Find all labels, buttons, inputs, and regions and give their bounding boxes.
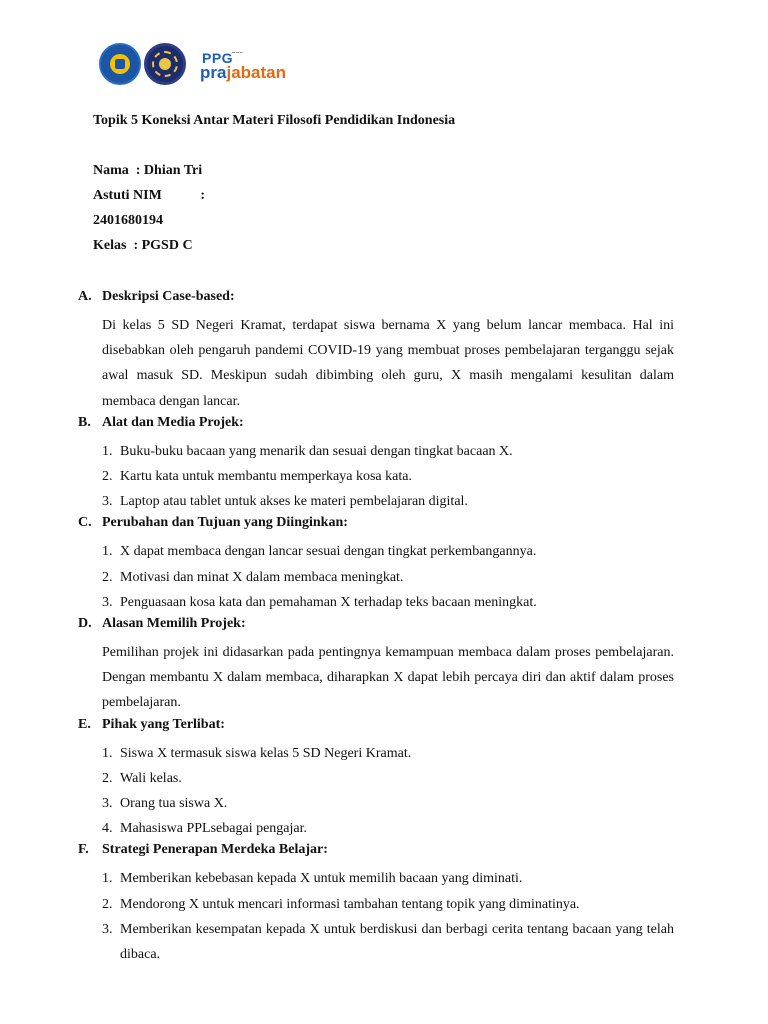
list-item: 3. Laptop atau tablet untuk akses ke materi pembelajaran digital. (102, 494, 468, 510)
list-item: 3. Memberikan kesempatan kepada X untuk berdiskusi dan berbagi cerita tentang bacaan yang telah dibaca. (102, 921, 674, 963)
identity-line: Astuti NIM : (93, 188, 205, 203)
section-title: Alat dan Media Projek: (102, 414, 244, 430)
section-title: Strategi Penerapan Merdeka Belajar: (102, 842, 328, 858)
list-item: 2. Mendorong X untuk mencari informasi tambahan tentang topik yang diminatinya. (102, 896, 580, 912)
section-letter: C. (78, 515, 92, 531)
list-item: 3. Orang tua siswa X. (102, 796, 228, 812)
section-c (78, 514, 674, 615)
section-letter: D. (78, 616, 92, 632)
ppg-logo-fine-print: ▬ ▬ ▬ (232, 50, 243, 54)
document-title: Topik 5 Koneksi Antar Materi Filosofi Pendidikan Indonesia (93, 113, 456, 128)
section-paragraph: Di kelas 5 SD Negeri Kramat, terdapat siswa bernama X yang belum lancar membaca. Hal ini disebabkan oleh pengaruh pandemi COVID-19 yang membuat proses pembelajaran terganggu sejak awal masuk SD. Meskipun sudah dibimbing oleh guru, X masih mengalami kesulitan dalam membaca dengan lancar. (102, 318, 674, 409)
section-title: Pihak yang Terlibat: (102, 716, 225, 732)
section-heading (78, 414, 674, 439)
section-list (78, 539, 674, 615)
section-title: Perubahan dan Tujuan yang Diinginkan: (102, 515, 348, 531)
list-item: 1. X dapat membaca dengan lancar sesuai dengan tingkat perkembangannya. (102, 544, 537, 560)
section-f (78, 841, 674, 967)
section-b (78, 414, 674, 515)
section-letter: B. (78, 414, 91, 430)
section-heading (78, 841, 674, 866)
identity-line: Kelas : PGSD C (93, 238, 193, 253)
list-item: 1. Memberikan kebebasan kepada X untuk memilih bacaan yang diminati. (102, 871, 523, 887)
identity-line: 2401680194 (93, 213, 163, 228)
kemdikbud-logo (99, 43, 141, 85)
section-d (78, 615, 674, 716)
list-item: 2. Wali kelas. (102, 770, 182, 786)
prajabatan-logo-text: prajabatan (200, 63, 286, 82)
section-heading (78, 716, 674, 741)
list-item: 1. Siswa X termasuk siswa kelas 5 SD Negeri Kramat. (102, 745, 412, 761)
section-title: Deskripsi Case-based: (102, 289, 235, 304)
section-list (78, 439, 674, 515)
section-heading (78, 288, 674, 313)
section-letter: F. (78, 842, 89, 858)
university-logo (144, 43, 186, 85)
section-letter: A. (78, 289, 92, 304)
section-title: Alasan Memilih Projek: (102, 616, 246, 632)
section-heading (78, 615, 674, 640)
list-item: 2. Kartu kata untuk membantu memperkaya kosa kata. (102, 469, 412, 485)
list-item: 4. Mahasiswa PPLsebagai pengajar. (102, 821, 308, 837)
section-letter: E. (78, 716, 91, 732)
list-item: 1. Buku-buku bacaan yang menarik dan sesuai dengan tingkat bacaan X. (102, 443, 513, 459)
section-list (78, 866, 674, 967)
ppg-logo-text: PPG (202, 50, 234, 66)
list-item: 2. Motivasi dan minat X dalam membaca meningkat. (102, 569, 404, 585)
section-heading (78, 514, 674, 539)
header-logos (96, 40, 286, 90)
section-paragraph: Pemilihan projek ini didasarkan pada pentingnya kemampuan membaca dalam proses pembelajaran. Dengan membantu X dalam membaca, diharapkan X dapat lebih percaya diri dan aktif dalam proses pembelajaran. (102, 645, 674, 711)
identity-line: Nama : Dhian Tri (93, 163, 203, 178)
section-list (78, 741, 674, 842)
student-identity (93, 162, 205, 262)
section-a (78, 288, 674, 414)
section-e (78, 716, 674, 842)
document-sections (78, 288, 674, 967)
list-item: 3. Penguasaan kosa kata dan pemahaman X terhadap teks bacaan meningkat. (102, 594, 537, 610)
